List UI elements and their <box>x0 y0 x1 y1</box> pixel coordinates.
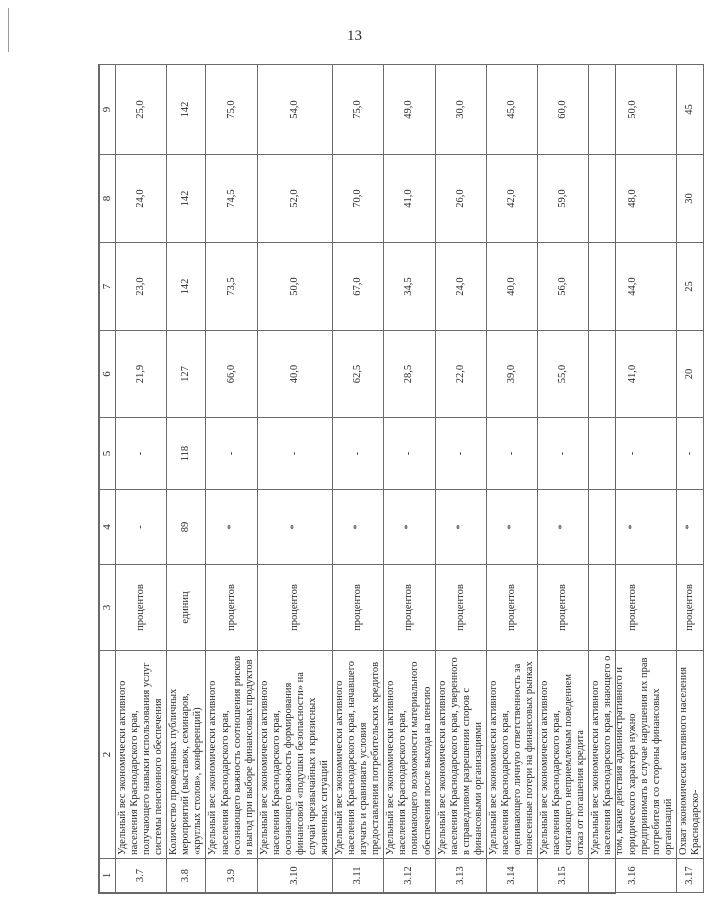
indicator-name: Удельный вес экономически активного населения Краснодарского края, знающего о том, какие действия административного и юридического характера нужно предпринимать в случае нарушения их прав потребителя со стороны финансовых организаций <box>589 651 676 859</box>
row-number: 3.13 <box>435 859 486 893</box>
value-col-6: 22,0 <box>435 331 486 418</box>
value-col-5: - <box>116 418 167 490</box>
indicator-name: Удельный вес экономически активного населения Краснодарского края, оценивающего личную ответственность за понесенные потери на финансовых рынках <box>486 651 537 859</box>
value-col-7: 73,5 <box>206 243 257 331</box>
indicator-name: Охват экономически активного населения Краснодарско- <box>676 651 703 859</box>
header-cell: 5 <box>100 418 116 490</box>
table-row <box>206 65 257 893</box>
value-col-5: - <box>538 418 589 490</box>
table-row <box>167 65 206 893</box>
value-col-9: 60,0 <box>538 65 589 155</box>
table-row <box>384 65 435 893</box>
unit-of-measure: процентов <box>384 565 435 651</box>
page-number: 13 <box>347 28 362 44</box>
value-col-5: - <box>676 418 703 490</box>
value-col-4: * <box>589 490 676 565</box>
value-col-9: 75,0 <box>333 65 384 155</box>
value-col-5: - <box>435 418 486 490</box>
header-cell: 6 <box>100 331 116 418</box>
value-col-4: * <box>257 490 332 565</box>
value-col-9: 49,0 <box>384 65 435 155</box>
row-number: 3.14 <box>486 859 537 893</box>
value-col-8: 52,0 <box>257 155 332 243</box>
value-col-8: 70,0 <box>333 155 384 243</box>
value-col-6: 28,5 <box>384 331 435 418</box>
indicator-name: Количество проведенных публичных мероприятий (выставок, семинаров, «круглых столов», конференций) <box>167 651 206 859</box>
unit-of-measure: процентов <box>538 565 589 651</box>
indicator-name: Удельный вес экономически активного населения Краснодарского края, уверенного в справедливом разрешении споров с финансовыми организациями <box>435 651 486 859</box>
value-col-8: 41,0 <box>384 155 435 243</box>
value-col-5: - <box>384 418 435 490</box>
row-number: 3.8 <box>167 859 206 893</box>
value-col-4: * <box>486 490 537 565</box>
value-col-9: 142 <box>167 65 206 155</box>
value-col-4: - <box>116 490 167 565</box>
value-col-6: 39,0 <box>486 331 537 418</box>
header-cell: 3 <box>100 565 116 651</box>
indicator-name: Удельный вес экономически активного населения Краснодарского края, начавшего изучать и сравнивать условия предоставления потребительских кредитов <box>333 651 384 859</box>
row-number: 3.9 <box>206 859 257 893</box>
unit-of-measure: процентов <box>486 565 537 651</box>
value-col-8: 24,0 <box>116 155 167 243</box>
header-cell: 4 <box>100 490 116 565</box>
value-col-5: 118 <box>167 418 206 490</box>
value-col-5: - <box>589 418 676 490</box>
value-col-5: - <box>257 418 332 490</box>
value-col-9: 45,0 <box>486 65 537 155</box>
table-row <box>435 65 486 893</box>
value-col-9: 45 <box>676 65 703 155</box>
value-col-5: - <box>486 418 537 490</box>
value-col-6: 20 <box>676 331 703 418</box>
value-col-8: 142 <box>167 155 206 243</box>
value-col-6: 55,0 <box>538 331 589 418</box>
header-cell: 1 <box>100 859 116 893</box>
value-col-8: 74,5 <box>206 155 257 243</box>
row-number: 3.16 <box>589 859 676 893</box>
value-col-7: 67,0 <box>333 243 384 331</box>
table-row <box>676 65 703 893</box>
value-col-8: 59,0 <box>538 155 589 243</box>
value-col-4: * <box>333 490 384 565</box>
value-col-6: 127 <box>167 331 206 418</box>
value-col-4: * <box>206 490 257 565</box>
value-col-4: * <box>676 490 703 565</box>
row-number: 3.7 <box>116 859 167 893</box>
row-number: 3.10 <box>257 859 332 893</box>
unit-of-measure: единиц <box>167 565 206 651</box>
value-col-4: * <box>435 490 486 565</box>
value-col-5: - <box>333 418 384 490</box>
unit-of-measure: процентов <box>676 565 703 651</box>
table-row <box>486 65 537 893</box>
row-number: 3.15 <box>538 859 589 893</box>
rotated-table-container <box>99 65 701 893</box>
indicator-name: Удельный вес экономически активного населения Краснодарского края, осознающего важность формирования финансовой «подушки безопасности» на случай чрезвычайных и кризисных жизненных ситуаций <box>257 651 332 859</box>
indicator-name: Удельный вес экономически активного населения Краснодарского края, понимающего возможности материального обеспечения после выхода на пенсию <box>384 651 435 859</box>
indicator-name: Удельный вес экономически активного населения Краснодарского края, осознающего важность соотношения рисков и выгод при выборе финансовых продуктов <box>206 651 257 859</box>
value-col-6: 21,9 <box>116 331 167 418</box>
value-col-6: 40,0 <box>257 331 332 418</box>
table-row <box>257 65 332 893</box>
value-col-4: 89 <box>167 490 206 565</box>
table-row <box>116 65 167 893</box>
unit-of-measure: процентов <box>435 565 486 651</box>
value-col-6: 66,0 <box>206 331 257 418</box>
scan-edge-line <box>8 8 9 52</box>
value-col-7: 142 <box>167 243 206 331</box>
unit-of-measure: процентов <box>589 565 676 651</box>
value-col-7: 50,0 <box>257 243 332 331</box>
value-col-8: 26,0 <box>435 155 486 243</box>
value-col-7: 40,0 <box>486 243 537 331</box>
value-col-8: 48,0 <box>589 155 676 243</box>
table-row <box>538 65 589 893</box>
value-col-7: 24,0 <box>435 243 486 331</box>
header-row <box>100 65 116 893</box>
indicators-table <box>99 64 704 893</box>
header-cell: 9 <box>100 65 116 155</box>
table-row <box>589 65 676 893</box>
value-col-7: 23,0 <box>116 243 167 331</box>
header-cell: 8 <box>100 155 116 243</box>
value-col-6: 41,0 <box>589 331 676 418</box>
header-cell: 2 <box>100 651 116 859</box>
value-col-7: 34,5 <box>384 243 435 331</box>
value-col-4: * <box>384 490 435 565</box>
unit-of-measure: процентов <box>257 565 332 651</box>
unit-of-measure: процентов <box>206 565 257 651</box>
row-number: 3.17 <box>676 859 703 893</box>
value-col-9: 25,0 <box>116 65 167 155</box>
value-col-6: 62,5 <box>333 331 384 418</box>
unit-of-measure: процентов <box>116 565 167 651</box>
value-col-9: 50,0 <box>589 65 676 155</box>
value-col-7: 44,0 <box>589 243 676 331</box>
table-row <box>333 65 384 893</box>
unit-of-measure: процентов <box>333 565 384 651</box>
header-cell: 7 <box>100 243 116 331</box>
indicators-table-frame <box>98 64 701 894</box>
value-col-7: 56,0 <box>538 243 589 331</box>
value-col-9: 54,0 <box>257 65 332 155</box>
value-col-5: - <box>206 418 257 490</box>
value-col-4: * <box>538 490 589 565</box>
value-col-9: 75,0 <box>206 65 257 155</box>
value-col-8: 42,0 <box>486 155 537 243</box>
row-number: 3.11 <box>333 859 384 893</box>
value-col-8: 30 <box>676 155 703 243</box>
row-number: 3.12 <box>384 859 435 893</box>
value-col-9: 30,0 <box>435 65 486 155</box>
indicator-name: Удельный вес экономически активного населения Краснодарского края, считающего неприемлемым поведением отказ от погашения кредита <box>538 651 589 859</box>
indicator-name: Удельный вес экономически активного населения Краснодарского края, получающего навыки использования услуг системы пенсионного обеспечения <box>116 651 167 859</box>
value-col-7: 25 <box>676 243 703 331</box>
